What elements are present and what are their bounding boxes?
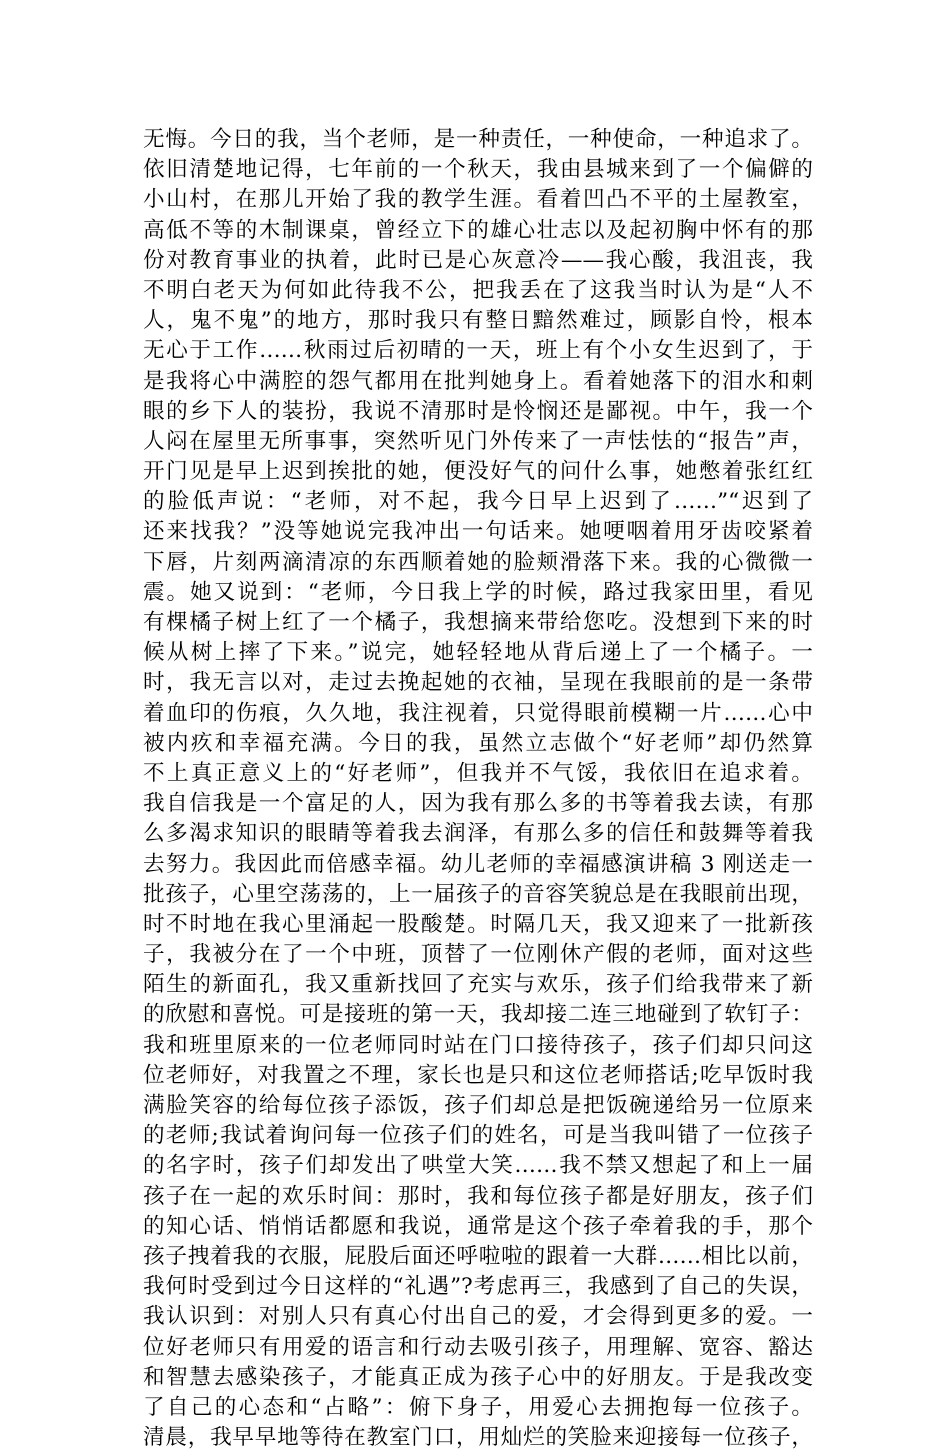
text-line: 人，鬼不鬼”的地方，那时我只有整日黯然难过，顾影自怜，根本 [143, 308, 813, 334]
text-line: 震。她又说到：“老师，今日我上学的时候，路过我家田里，看见 [143, 579, 813, 605]
text-line: 批孩子，心里空荡荡的，上一届孩子的音容笑貌总是在我眼前出现， [143, 881, 813, 907]
text-line: 的脸低声说：“老师，对不起，我今日早上迟到了……”“迟到了 [143, 489, 813, 515]
text-line: 人闷在屋里无所事事，突然听见门外传来了一声怯怯的“报告”声， [143, 428, 813, 454]
text-line: 我自信我是一个富足的人，因为我有那么多的书等着我去读，有那 [143, 791, 813, 817]
text-line: 小山村，在那儿开始了我的教学生涯。看着凹凸不平的土屋教室， [143, 187, 813, 213]
text-line: 陌生的新面孔，我又重新找回了充实与欢乐，孩子们给我带来了新 [143, 972, 813, 998]
text-line: 位老师好，对我置之不理，家长也是只和这位老师搭话;吃早饭时我 [143, 1062, 813, 1088]
text-line: 了自己的心态和“占略”：俯下身子，用爱心去拥抱每一位孩子。 [143, 1394, 813, 1420]
text-line: 的欣慰和喜悦。可是接班的第一天，我却接二连三地碰到了软钉子： [143, 1002, 813, 1028]
text-line: 有棵橘子树上红了一个橘子，我想摘来带给您吃。没想到下来的时 [143, 610, 813, 635]
body-text [143, 125, 813, 1453]
text-line: 我和班里原来的一位老师同时站在门口接待孩子，孩子们却只问这 [143, 1032, 813, 1058]
text-line: 的老师;我试着询问每一位孩子们的姓名，可是当我叫错了一位孩子 [143, 1123, 813, 1149]
text-line: 高低不等的木制课桌，曾经立下的雄心壮志以及起初胸中怀有的那 [143, 217, 813, 243]
text-line: 的知心话、悄悄话都愿和我说，通常是这个孩子牵着我的手，那个 [143, 1213, 813, 1239]
text-line: 依旧清楚地记得，七年前的一个秋天，我由县城来到了一个偏僻的 [143, 157, 813, 183]
text-line: 眼的乡下人的装扮，我说不清那时是怜悯还是鄙视。中午，我一个 [143, 398, 813, 424]
text-line: 我何时受到过今日这样的“礼遇”?考虑再三，我感到了自己的失误， [143, 1274, 813, 1300]
text-line: 清晨，我早早地等待在教室门口，用灿烂的笑脸来迎接每一位孩子， [143, 1425, 813, 1451]
text-line: 开门见是早上迟到挨批的她，便没好气的问什么事，她憋着张红红 [143, 459, 813, 485]
text-line: 位好老师只有用爱的语言和行动去吸引孩子，用理解、宽容、豁达 [143, 1334, 813, 1360]
text-line: 子，我被分在了一个中班，顶替了一位刚休产假的老师，面对这些 [143, 942, 813, 968]
text-line: 去努力。我因此而倍感幸福。幼儿老师的幸福感演讲稿 3 刚送走一 [143, 851, 813, 877]
text-line: 着血印的伤痕，久久地，我注视着，只觉得眼前模糊一片……心中 [143, 700, 813, 726]
text-line: 无心于工作……秋雨过后初晴的一天，班上有个小女生迟到了，于 [143, 338, 813, 364]
text-line: 下唇，片刻两滴清凉的东西顺着她的脸颊滑落下来。我的心微微一 [143, 549, 813, 575]
text-line: 无悔。今日的我，当个老师，是一种责任，一种使命，一种追求了。 [143, 127, 813, 152]
text-line: 我认识到：对别人只有真心付出自己的爱，才会得到更多的爱。一 [143, 1304, 813, 1330]
text-line: 份对教育事业的执着，此时已是心灰意冷——我心酸，我沮丧，我 [143, 247, 813, 273]
text-line: 孩子在一起的欢乐时间：那时，我和每位孩子都是好朋友，孩子们 [143, 1183, 813, 1209]
text-line: 孩子拽着我的衣服，屁股后面还呼啦啦的跟着一大群……相比以前， [143, 1243, 813, 1269]
text-line: 满脸笑容的给每位孩子添饭，孩子们却总是把饭碗递给另一位原来 [143, 1093, 813, 1118]
text-line: 时不时地在我心里涌起一股酸楚。时隔几天，我又迎来了一批新孩 [143, 911, 813, 937]
text-line: 时，我无言以对，走过去挽起她的衣袖，呈现在我眼前的是一条带 [143, 670, 813, 696]
text-line: 么多渴求知识的眼睛等着我去润泽，有那么多的信任和鼓舞等着我 [143, 821, 813, 847]
text-line: 是我将心中满腔的怨气都用在批判她身上。看着她落下的泪水和刺 [143, 368, 813, 394]
text-line: 还来找我？”没等她说完我冲出一句话来。她哽咽着用牙齿咬紧着 [143, 519, 813, 545]
text-line: 的名字时，孩子们却发出了哄堂大笑……我不禁又想起了和上一届 [143, 1153, 813, 1179]
text-line: 被内疚和幸福充满。今日的我，虽然立志做个“好老师”却仍然算 [143, 730, 813, 756]
text-line: 候从树上摔了下来。”说完，她轻轻地从背后递上了一个橘子。一 [143, 640, 813, 666]
text-line: 不上真正意义上的“好老师”，但我并不气馁，我依旧在追求着。 [143, 760, 813, 786]
text-line: 不明白老天为何如此待我不公，把我丢在了这我当时认为是“人不 [143, 277, 813, 303]
text-line: 和智慧去感染孩子，才能真正成为孩子心中的好朋友。于是我改变 [143, 1364, 813, 1390]
